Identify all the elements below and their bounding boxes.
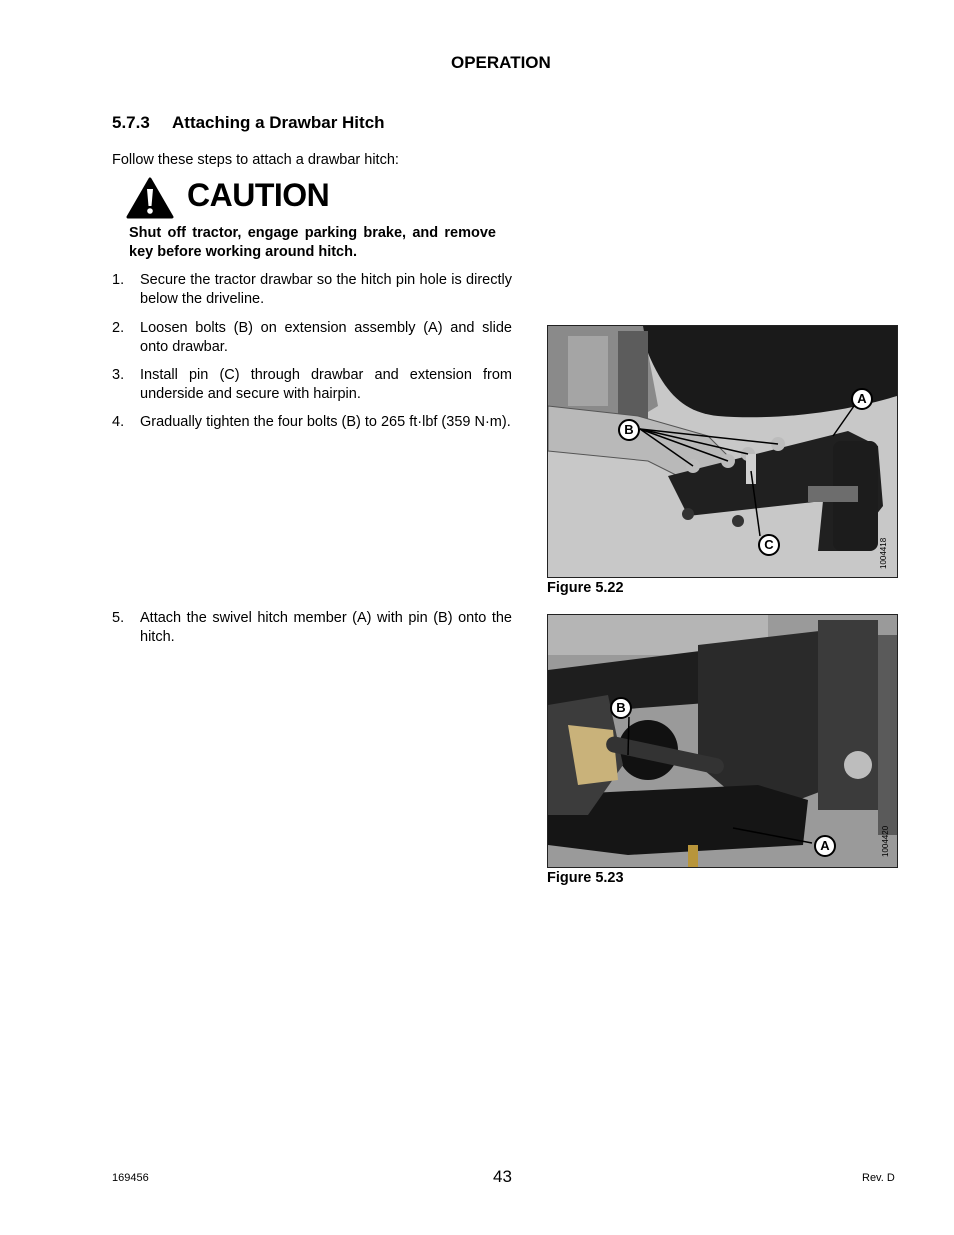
swivel-hitch-photo (548, 615, 897, 867)
callout-a: A (814, 835, 836, 857)
section-number: 5.7.3 (112, 113, 150, 132)
step-text: Gradually tighten the four bolts (B) to 265 ft·lbf (359 N·m). (140, 414, 511, 430)
step-2 (112, 319, 512, 357)
step-4 (112, 413, 512, 432)
figure-drawbar-extension (547, 325, 898, 578)
step-number: 2. (112, 320, 125, 336)
intro-text: Follow these steps to attach a drawbar hitch: (112, 152, 399, 168)
warning-triangle-icon (126, 177, 174, 219)
caution-label: CAUTION (187, 177, 330, 213)
figure-swivel-hitch (547, 614, 898, 868)
step-3 (112, 366, 512, 404)
drawbar-extension-photo (548, 326, 897, 577)
step-text: Secure the tractor drawbar so the hitch pin hole is directly below the driveline. (140, 272, 512, 307)
step-number: 1. (112, 272, 125, 288)
page-header: OPERATION (451, 53, 551, 72)
step-number: 4. (112, 414, 125, 430)
callout-c: C (758, 534, 780, 556)
callout-b: B (610, 697, 632, 719)
step-text: Install pin (C) through drawbar and extension from underside and secure with hairpin. (140, 367, 512, 402)
caution-message: Shut off tractor, engage parking brake, and remove key before working around hitch. (129, 225, 496, 260)
footer-revision: Rev. D (862, 1172, 895, 1184)
section-heading (112, 113, 385, 133)
section-title: Attaching a Drawbar Hitch (172, 113, 385, 132)
step-text: Loosen bolts (B) on extension assembly (A) and slide onto drawbar. (140, 320, 512, 355)
footer-page-number: 43 (493, 1167, 512, 1186)
step-text: Attach the swivel hitch member (A) with pin (B) onto the hitch. (140, 610, 512, 645)
step-5 (112, 609, 512, 647)
step-number: 5. (112, 610, 125, 626)
figure-image-id: 1004420 (881, 825, 890, 857)
figure-caption: Figure 5.23 (547, 870, 624, 886)
footer-doc-number: 169456 (112, 1172, 149, 1184)
figure-caption: Figure 5.22 (547, 580, 624, 596)
callout-a: A (851, 388, 873, 410)
figure-image-id: 1004418 (879, 537, 888, 569)
step-1 (112, 271, 512, 309)
step-number: 3. (112, 367, 125, 383)
callout-b: B (618, 419, 640, 441)
